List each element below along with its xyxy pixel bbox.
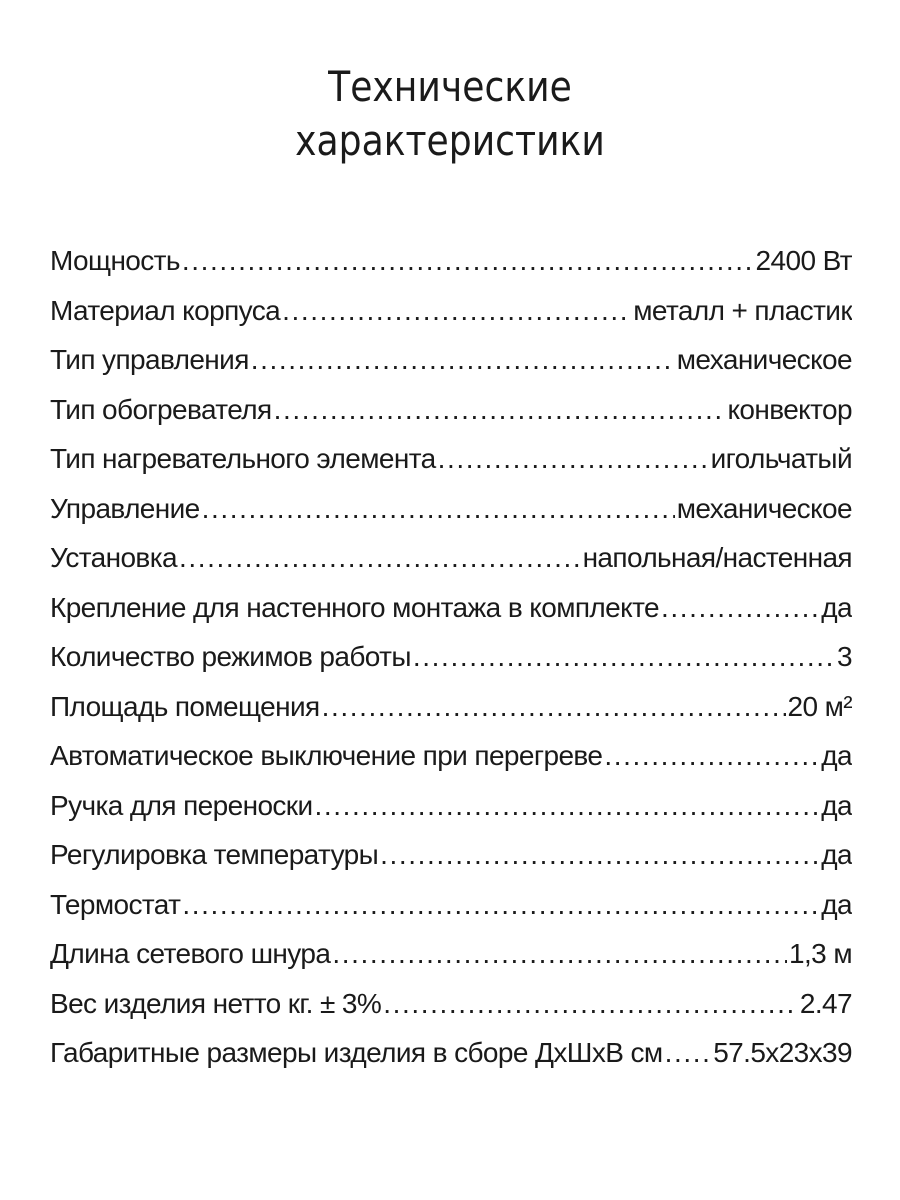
spec-row-body-material (50, 286, 852, 336)
dot-leader (413, 632, 835, 682)
spec-value: механическое (676, 492, 852, 524)
spec-label: Автоматическое выключение при перегреве (50, 740, 603, 771)
spec-value: да (821, 740, 852, 771)
dot-leader (251, 335, 675, 385)
spec-value: 20 м² (787, 690, 852, 722)
dot-leader (182, 236, 754, 286)
dot-leader (438, 434, 709, 484)
page-title-line-2: характеристики (295, 116, 605, 165)
spec-label: Управление (50, 492, 200, 524)
spec-value: 2.47 (799, 987, 852, 1019)
spec-value: 2400 Вт (755, 245, 852, 276)
dot-leader (332, 929, 787, 979)
spec-value: да (821, 839, 852, 870)
dot-leader (274, 385, 726, 435)
spec-label: Установка (50, 542, 177, 573)
dot-leader (282, 286, 631, 336)
dot-leader (182, 880, 819, 930)
spec-row-overheat-shutoff (50, 731, 852, 781)
dot-leader (665, 1028, 712, 1078)
spec-label: Тип обогревателя (50, 393, 272, 425)
spec-value: да (821, 789, 852, 821)
spec-row-temperature-control (50, 830, 852, 880)
spec-row-net-weight (50, 979, 852, 1029)
spec-row-heating-element (50, 434, 852, 484)
spec-row-heater-type (50, 385, 852, 435)
dot-leader (383, 979, 798, 1029)
spec-label: Тип нагревательного элемента (50, 443, 436, 474)
spec-label: Материал корпуса (50, 294, 281, 326)
dot-leader (315, 781, 820, 831)
spec-row-installation (50, 533, 852, 583)
dot-leader (380, 830, 819, 880)
dot-leader (322, 682, 786, 732)
spec-row-modes (50, 632, 852, 682)
spec-row-power (50, 236, 852, 286)
spec-label: Габаритные размеры изделия в сборе ДхШхВ см (50, 1037, 663, 1068)
spec-row-dimensions (50, 1028, 852, 1078)
spec-row-carry-handle (50, 781, 852, 831)
spec-row-wall-mount (50, 583, 852, 633)
spec-list (50, 236, 852, 1078)
spec-value: 57.5x23x39 (713, 1037, 852, 1068)
spec-value: 1,3 м (789, 938, 852, 969)
dot-leader (661, 583, 819, 633)
spec-value: напольная/настенная (582, 542, 852, 573)
spec-label: Тип управления (50, 344, 249, 375)
spec-label: Вес изделия нетто кг. ± 3% (50, 987, 382, 1019)
page-title-line-1: Технические (328, 62, 572, 111)
spec-value: да (821, 591, 852, 623)
spec-label: Длина сетевого шнура (50, 938, 331, 969)
spec-label: Ручка для переноски (50, 789, 313, 821)
spec-label: Площадь помещения (50, 690, 320, 722)
spec-value: конвектор (727, 393, 852, 425)
dot-leader (604, 731, 819, 781)
spec-value: игольчатый (710, 443, 852, 474)
spec-label: Крепление для настенного монтажа в комплекте (50, 591, 659, 623)
spec-row-control-type (50, 335, 852, 385)
spec-value: да (821, 888, 852, 920)
spec-value: механическое (676, 344, 852, 375)
spec-row-cord-length (50, 929, 852, 979)
spec-value: металл + пластик (633, 294, 852, 326)
dot-leader (179, 533, 581, 583)
spec-value: 3 (837, 641, 852, 672)
dot-leader (202, 484, 675, 534)
page-title (63, 60, 837, 168)
spec-row-room-area (50, 682, 852, 732)
spec-row-control (50, 484, 852, 534)
spec-label: Мощность (50, 245, 180, 276)
spec-row-thermostat (50, 880, 852, 930)
spec-label: Термостат (50, 888, 181, 920)
spec-label: Количество режимов работы (50, 641, 411, 672)
spec-label: Регулировка температуры (50, 839, 379, 870)
